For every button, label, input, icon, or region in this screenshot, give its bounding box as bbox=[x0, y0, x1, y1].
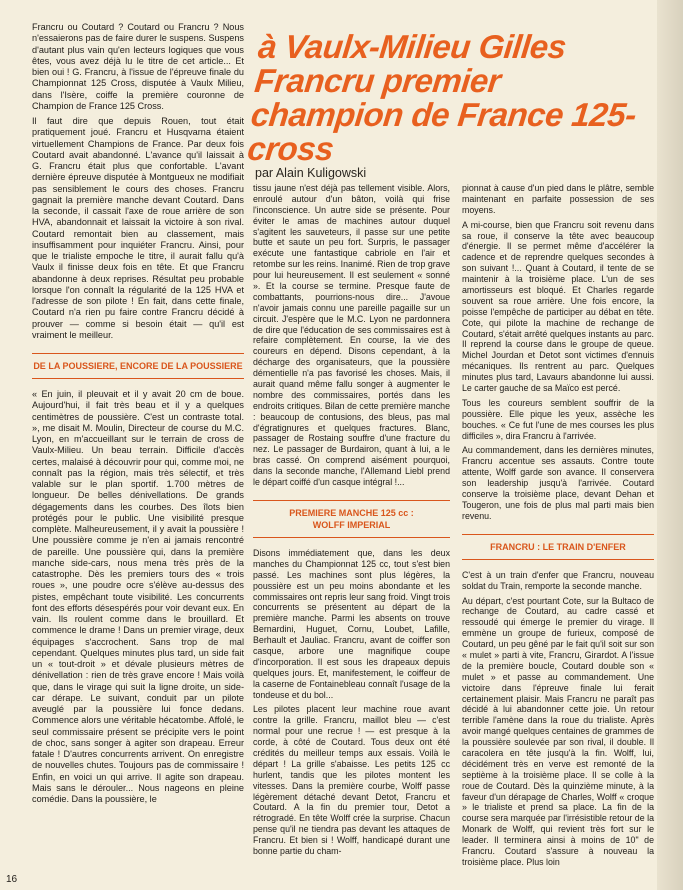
body-paragraph: tissu jaune n'est déjà pas tellement visible. Alors, enroulé autour d'un bâton, voilà qui frise l'inconscience. Un autre side se présente. Pour éviter le amas de machines autour duquel s'agitent les sauveteurs, il passe sur une petite butte et saute un peu fort. Surpris, le passager exécute une fantastique cabriole en l'air et retombe sur les reins. Inanimé. Rien de trop grave pour lui heureusement. Il est seulement « sonné ». Et la course se termine. Presque faute de combattants, pourrions-nous dire... J'avoue n'avoir jamais connu une pareille pagaille sur un circuit. J'espère que le M.C. Lyon ne pardonnera de dire que l'éducation de ses commissaires est à refaire complètement. En course, la vie des coureurs en dépend. Disons cependant, à la décharge des organisateurs, que la poussière démentielle n'a pas favorisé les choses. Mais, il aurait quand même fallu songer à augmenter le nombre des commissaires, portés dans les endroits critiques. Bilan de cette première manche : beaucoup de contusions, des bleus, pas mal d'égratignures et quelques fractures. Blanc, passager de Rostaing souffre d'une fracture du nez. Le passager de Burdairon, quant à lui, a le bras cassé. On comprend aisément pourquoi, dans la seconde manche, l'Allemand Liebl prend le départ coiffé d'un casque intégral !... bbox=[253, 183, 450, 488]
page-number: 16 bbox=[6, 874, 18, 885]
body-paragraph: Disons immédiatement que, dans les deux manches du Championnat 125 cc, tout s'est bien passé. Les machines sont plus légères, la poussière est un peu moins abondante et les commissaires ont repris leur sang froid. Vingt trois concurrents se présentent au départ de la première manche. Parmi les absents on trouve Bernardini, Huguet, Cornu, Loubet, Lafille, Berhault et Jauliac. Francru, avant de coiffer son casque, arbore une magnifique coupe d'incorporation. Il est sous les drapeaux depuis quelques jours. Et, manifestement, le coiffeur de la caserne de Fontainebleau connaît l'usage de la tondeuse et du bol... bbox=[253, 547, 450, 700]
subhead-train-enfer: FRANCRU : LE TRAIN D'ENFER bbox=[462, 534, 654, 560]
intro-paragraph: Francru ou Coutard ? Coutard ou Francru ? Nous n'essaierons pas de faire durer le suspens. Suspens d'autant plus vain qu'en lecteurs logiques que vous êtes, vous avez déjà lu le titre de cet article... Et bien oui ! G. Francru, à l'issue de l'épreuve finale du Championnat 125 Cross, disputée à Vaulx Milieu, dans l'Isère, coiffe la première couronne de Champion de France 125 Cross. bbox=[32, 22, 244, 111]
column-2 bbox=[253, 183, 450, 861]
body-paragraph: A mi-course, bien que Francru soit revenu dans sa roue, il conserve la tête avec beaucoup d'énergie. Il se permet même d'accélérer la cadence et de reprendre quelques secondes à son suivant !... Quant à Coutard, il tente de se maintenir à la troisième place. L'un de ses amortisseurs est bloqué. Et Charles regarde souvent sa roue arrière. Une fois encore, la poisse l'empêche de participer au débat en tête. Cote, qui pilote la machine de rechange de Coutard, s'était arrêté quelques instants au parc. Il reprend la course dans le groupe de queue. Michel Jourdan et Detot sont victimes d'ennuis mécaniques. Ils rentrent au parc. Quelques minutes plus tard, Lavaurs abandonne lui aussi. Le carter gauche de sa Maïco est percé. bbox=[462, 219, 654, 394]
body-paragraph: C'est à un train d'enfer que Francru, nouveau soldat du Train, remporte la seconde manche. bbox=[462, 569, 654, 591]
body-paragraph: Au départ, c'est pourtant Cote, sur la Bultaco de rechange de Coutard, au cadre cassé et ressoudé qui émerge le premier du virage. Il emmène un groupe de furieux, composé de Coutard, un peu gêné par le fait qu'il soit sur son « mulet » parti à vite, Francru, Girardot. A l'issue de la première boucle, Coutard double son « mulet » et passe au commandement. Une victoire dans l'épreuve finale lui ferait certainement plaisir. Mais Francru ne paraît pas décidé à lui abandonner cette joie. Un retour terrible l'amène dans la roue du trialiste. Après avoir mangé quelques centaines de grammes de la poussière soulevée par son rival, il double. Il caracolera en tête jusqu'à la fin. Wolff, lui, décidément très en verve est remonté de la septième à la troisième place. Il se colle à la roue de Coutard. Dès la quinzième minute, à la faveur d'un dérapage de Charles, Wolff « croque » le trialiste et prend sa place. La fin de la course sera marquée par l'irrésistible retour de la Monark de Wolff, qui revient très fort sur le leader. Il terminera ainsi à moins de 10" de Francru. Coutard s'assure à nouveau la troisième place. Plus loin bbox=[462, 595, 654, 867]
page-edge bbox=[657, 0, 683, 890]
body-paragraph: « En juin, il pleuvait et il y avait 20 cm de boue. Aujourd'hui, il fait très beau et il y a quelques centimètres de poussière. C'est un contraste total. », me disait M. Moulin, Directeur de course du M.C. Lyon, en m'accueillant sur le terrain de cross de Vaulx-Milieu. Un beau terrain. Difficile d'accès certes, malaisé à découvrir pour qui, comme moi, ne connaît pas la région, mais très sélectif, et très valable sur le plan sportif. 1.700 mètres de longueur. De belles dénivellations. De grands dégagements dans les courbes. Des îlots bien protégés pour le public. Une visibilité presque complète. Malheureusement, il y avait la poussière ! Une poussière comme je n'en ai jamais rencontré de pareille. Une poussière qui, dans la première manche side-cars, nous mena très près de la catastrophe. Dès les premiers tours des « trois roues », une poudre ocre s'élève au-dessus des pistes, empêchant toute visibilité. Les concurrents font des efforts désespérés pour voir devant eux. En vain. Ils roulent comme dans le brouillard. Et commence le drame ! Dans un premier virage, deux équipages s'accrochent. Sans trop de mal cependant. Quelques minutes plus tard, un side fait un « tout-droit » et dévale plusieurs mètres de dénivellation : rien de très grave encore ! Mais voilà que, dans le virage qui suit la ligne droite, un side-car dérape. Le suivant, conduit par un pilote aveuglé par la poussière lui fonce dedans. Commence alors une véritable hécatombe. Affolé, le seul commissaire présent se précipite vers le point de choc, sans songer à agiter son drapeau. Erreur fatale ! D'autres concurrents arrivent. On enregistre de nouvelles chutes. Toujours pas de commissaire ! Enfin, en voici un qui arrive. Il agite son drapeau. Mais sans le dérouler... Nous nageons en pleine comédie. Dans la poussière, le bbox=[32, 389, 244, 804]
subhead-line: WOLFF IMPERIAL bbox=[312, 519, 391, 530]
column-3 bbox=[462, 183, 654, 872]
body-paragraph: Les pilotes placent leur machine roue avant contre la grille. Francru, maillot bleu — c'est normal pour une recrue ! — est presque à la corde, à côté de Coutard. Tous deux ont été crédités du meilleur temps aux essais. Voilà le départ ! La grille s'abaisse. Les petits 125 cc hurlent, tandis que les pilotes montent les vitesses. Dans la première courbe, Wolff passe légèrement détaché devant Detot, Francru et Coutard. A la fin du premier tour, Detot a rétrogradé. En tête Wolff crée la surprise. Chacun pense qu'il ne tiendra pas devant les attaques de Francru. Et bien si ! Wolff, handicapé durant une bonne partie du cham- bbox=[253, 704, 450, 856]
subhead-line: PREMIERE MANCHE 125 cc : bbox=[289, 507, 414, 518]
byline: par Alain Kuligowski bbox=[255, 166, 367, 180]
subhead-premiere-manche bbox=[253, 500, 450, 538]
body-paragraph: Au commandement, dans les dernières minutes, Francru accentue ses assauts. Contre toute attente, Wolff garde son avance. Il conservera son leadership jusqu'à l'arrivée. Coutard conserve la troisième place, devant Dehan et Tougeron, une fois de plus mal parti mais bien revenu. bbox=[462, 445, 654, 521]
body-paragraph: Il faut dire que depuis Rouen, tout était pratiquement joué. Francru et Husqvarna étaient virtuellement Champions de France. Par deux fois Coutard avait abandonné. L'avance qu'il laissait à G. Francru était plus que confortable. L'avant dernière épreuve disputée à Montgueux ne modifiait pas sensiblement le cours des choses. Francru gagnait la première manche devant Coutard. Dans la seconde, il cassait l'axe de roue arrière de son HVA, abandonnait et laissait la victoire à son rival. Coutard remontait bien au classement, mais insuffisamment pour inquiéter Francru. Ainsi, pour que le trialiste empoche le titre, il aurait fallu qu'à Vaulx il finisse deux fois en tête. Et que Francru abandonne à deux reprises. Résultat peu probable lorsque l'on connaît la régularité de la 125 HVA et l'adresse de son pilote ! En fait, dans cette finale, Coutard n'a rien pu faire contre Francru décidé à prouver — comme si besoin était — qu'il est vraiment le meilleur. bbox=[32, 116, 244, 340]
body-paragraph: pionnat à cause d'un pied dans le plâtre, semble maintenant en parfaite possession de ses moyens. bbox=[462, 183, 654, 215]
headline-title: à Vaulx-Milieu Gilles Francru premier champion de France 125-cross bbox=[245, 28, 638, 167]
body-paragraph: Tous les coureurs semblent souffrir de la poussière. Elle pique les yeux, assèche les bouches. « Ce fut l'une de mes courses les plus difficiles », dira Francru à l'arrivée. bbox=[462, 397, 654, 441]
column-1 bbox=[32, 22, 244, 809]
subhead-poussiere: DE LA POUSSIERE, ENCORE DE LA POUSSIERE bbox=[32, 353, 244, 379]
